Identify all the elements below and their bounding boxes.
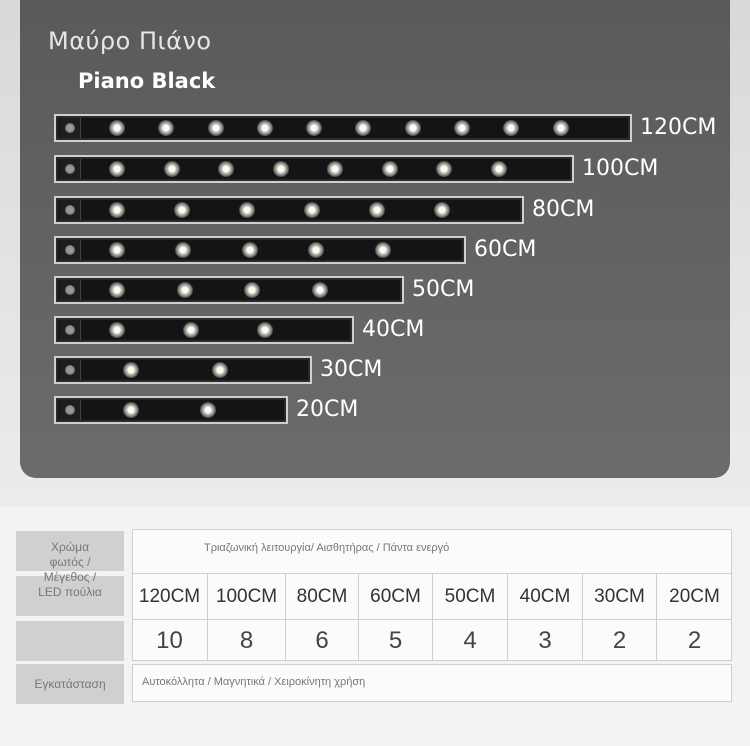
led-count-cell: 2 [656,620,732,661]
bar-length-label: 50CM [412,277,475,302]
size-cell: 30CM [582,574,656,619]
size-cell: 100CM [207,574,285,619]
install-text: Αυτοκόλλητα / Μαγνητικά / Χειροκίνητη χρήση [142,676,366,688]
size-cell: 20CM [656,574,732,619]
led-count-cell: 6 [285,620,358,661]
size-cell: 40CM [507,574,582,619]
feature-text: Τριαζωνική λειτουργία/ Αισθητήρας / Πάντα ενεργό [204,542,450,554]
header-cell-3 [16,621,124,661]
size-row [132,573,732,620]
bar-length-label: 20CM [296,397,359,422]
led-count-cell: 4 [432,620,507,661]
header-color-size: Χρώμα φωτός / Μέγεθος / LED πούλια [38,540,102,599]
title-english: Piano Black [78,69,216,93]
size-cell: 120CM [138,585,201,607]
bar-length-label: 80CM [532,197,595,222]
bar-length-label: 120CM [640,115,717,140]
size-cell: 60CM [358,574,432,619]
led-count-cell: 10 [156,626,183,654]
bar-length-label: 30CM [320,357,383,382]
led-count-cell: 8 [207,620,285,661]
header-install: Εγκατάσταση [16,664,124,704]
count-row [132,620,732,661]
title-greek: Μαύρο Πιάνο [48,27,212,55]
led-count-cell: 5 [358,620,432,661]
bar-length-label: 60CM [474,237,537,262]
bar-length-label: 100CM [582,156,659,181]
led-count-cell: 2 [582,620,656,661]
size-cell: 80CM [285,574,358,619]
size-cell: 50CM [432,574,507,619]
led-count-cell: 3 [507,620,582,661]
bar-length-label: 40CM [362,317,425,342]
